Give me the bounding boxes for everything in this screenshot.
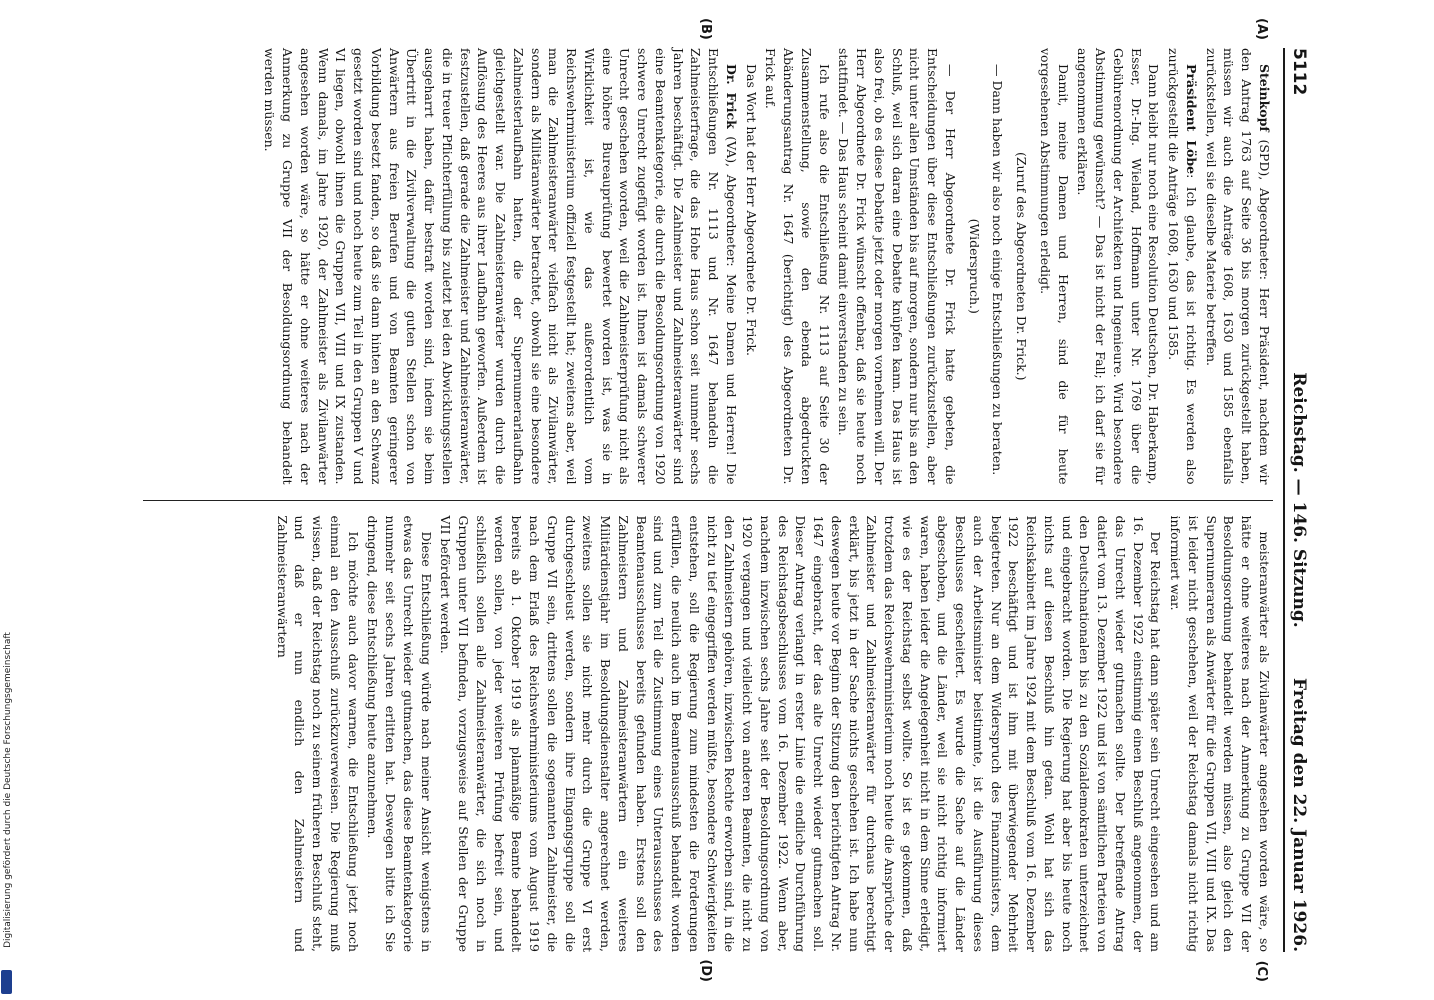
paragraph-text: meisteranwärter als Zivilanwärter angesehen worden wäre, so hätte er ohne weiteres nach der Anmerkung zu Gruppe VII der Besoldungsordnung behandelt werden müssen, also gleich den Supernumeraren als Anwärter für die Gruppen VII, VIII und IX. Das ist leider nicht geschehen, weil der Reichstag damals nicht richtig informiert war. [1168,515,1272,952]
paragraph [273,516,362,953]
paragraph-text: (Widerspruch.) [966,218,982,314]
paragraph [1074,48,1163,485]
rotated-document-page [97,0,1337,1000]
paragraph [1036,48,1072,485]
funding-note [1,590,14,990]
session-title: Reichstag. — 146. Sitzung. [1289,372,1309,628]
interjection [965,48,983,485]
paragraph [989,48,1007,485]
speech-paragraph [261,48,740,485]
paragraph-text: Der Reichstag hat dann später sein Unrecht eingesehen und am 16. Dezember 1922 einstimmig einen Beschluß angenommen, der das Unrecht wieder gutmachen sollte. Der betreffende Antrag datiert vom 13. Dezember 1922 und ist von sämtlichen Parteien von den Deutschnationalen bis zu den Sozialdemokraten unterzeichnet und eingebracht worden. Die Regierung hat aber bis heute noch nichts auf diesen Beschluß hin getan. Wohl hat sich das Reichskabinett im Jahre 1924 mit dem Beschluß vom 16. Dezember 1922 beschäftigt und ist ihm mit überwiegender Mehrheit beigetreten. Nur an dem Widerspruch des Finanzministers, dem auch der Arbeitsminister beistimmte, ist die Ausführung dieses Beschlusses gescheitert. Es wurde die Sache auf die Länder abgeschoben, und die Länder, weil sie nicht richtig informiert waren, haben leider die Angelegenheit nicht in dem Sinne erledigt, wie es der Reichstag selbst wollte. So ist es gekommen, daß trotzdem das Reichswehrministerium noch heute die Ansprüche der Zahlmeister und Zahlmeisteranwärter für durchaus berechtigt erklärt, bis jetzt in der Sache nichts geschehen ist. Ich habe nun deswegen heute vor Beginn der Sitzung den berichtigten Antrag Nr. 1647 eingebracht, der das alte Unrecht wieder gutmachen soll. Dieser Antrag verlangt in erster Linie die endliche Durchführung des Reichstagsbeschlusses vom 16. Dezember 1922. Wenn aber, nachdem inzwischen sechs Jahre seit der Besoldungsordnung von 1920 vergangen und vielleicht von anderen Beamten, die nicht zu den Zahlmeistern gehören, inzwischen Rechte erworben sind, in die nicht zu tief eingegriffen werden müßte, besondere Schwierigkeiten entstehen, soll die Regierung zum mindesten die Forderungen erfüllen, die neulich auch im Beamtenausschuß behandelt worden sind und zum Teil die Zustimmung eines Unterausschusses des Beamtenausschusses bereits gefunden haben. Erstens soll den Zahlmeistern und Zahlmeisteranwärtern ein weiteres Militärdienstjahr im Besoldungsdienstalter angerechnet werden, zweitens sollen sie nicht mehr durch die Gruppe VI erst durchgeschleust werden, sondern ihre Eingangsgruppe soll die Gruppe VII sein, drittens sollen die sogenannten Zahlmeister, die nach dem Erlaß des Reichswehrministeriums vom August 1919 bereits ab 1. Oktober 1919 als planmäßige Beamte behandelt werden sollen, von jeder weiteren Prüfung befreit sein, und schließlich sollen alle Zahlmeisteranwärter, die sich noch in Gruppen unter VII befinden, vorzugsweise auf Stellen der Gruppe VII befördert werden. [438,515,1164,952]
paragraph-text: Damit, meine Damen und Herren, sind die für heute vorgesehenen Abstimmungen erledigt. [1038,48,1071,485]
session-date: Freitag den 22. Januar 1926. [1289,677,1309,952]
paragraph-text: (SPD), Abgeordneter: Herr Präsident, nachdem wir den Antrag 1763 auf Seite 36 bis morgen zurückgestellt haben, müssen wir auch die Anträge 1608, 1630 und 1585 ebenfalls zurückstellen, weil sie dieselbe Materie betreffen. [1203,48,1272,485]
paragraph-text: — Der Herr Abgeordnete Dr. Frick hatte gebeten, die Entscheidungen über diese Entschließungen zurückzustellen, aber nicht unter allen Umständen bis auf morgen, sondern nur bis an den Schluß, weil sich daran eine Debatte knüpfen kann. Das Haus ist also frei, ob es diese Debatte jetzt oder morgen vornehmen will. Der Herr Abgeordnete Dr. Frick wünscht offenbar, daß sie heute noch stattfindet. — Das Haus scheint damit einverstanden zu sein. [836,48,958,485]
margin-marker-c: (C) [1254,960,1269,982]
text-columns [143,18,1273,982]
left-column [143,18,1273,485]
margin-marker-a: (A) [1254,18,1269,40]
margin-marker-d: (D) [698,959,713,982]
paragraph [835,48,959,485]
funding-note-text: Digitalisierung gefördert durch die Deutsche Forschungsgemeinschaft [2,632,13,948]
speech-paragraph [1165,48,1201,485]
paragraph-text: Dann bleibt nur noch eine Resolution Deutschen, Dr. Haberkamp, Esser, Dr.-Ing. Wieland, Hoffmann unter Nr. 1769 über die Gebührenordnung der Architekten und Ingenieure. Wird besondere Abstimmung gewünscht? — Das ist nicht der Fall; ich darf sie für angenommen erklären. [1075,48,1162,485]
paragraph [762,48,833,485]
paragraph-text: — Dann haben wir also noch einige Entschließungen zu beraten. [990,64,1006,476]
paragraph [742,48,760,485]
paragraph [1167,516,1274,953]
margin-marker-b: (B) [698,18,713,40]
paragraph [437,516,1165,953]
paragraph-text: (VA), Abgeordneter: Meine Damen und Herren! Die Entschließungen Nr. 1113 und Nr. 1647 behandeln die Zahlmeisterfrage, die das Hohe Haus schon seit nunmehr sechs Jahren beschäftigt. Die Zahlmeister und Zahlmeisteranwärter sind eine Beamtenkategorie, die durch die Besoldungsordnung von 1920 schwere Unrecht zugefügt worden ist. Ihnen ist damals schwerer Unrecht geschehen worden, weil die Zahlmeisterprüfung nicht als eine höhere Bureauprüfung bewertet worden ist, was sie in Wirklichkeit ist, wie das außerordentlich vom Reichswehrministerium offiziell festgestellt hat; zweitens aber, weil man die Zahlmeisteranwärter vielfach nicht als Zivilanwärter, sondern als Militäranwärter betrachtet, obwohl sie eine besondere Zahlmeisterlaufbahn hatten, die der Supernumerarlaufbahn gleichgestellt war. Die Zahlmeisteranwärter wurden durch die Auflösung des Heeres aus ihrer Laufbahn geworfen. Außerdem ist festzustellen, daß gerade die Zahlmeister und Zahlmeisteranwärter, die in treuer Pflichterfüllung bis zuletzt bei den Abwicklungsstellen ausgeharrt haben, dafür bestraft worden sind, indem sie beim Übertritt in die Zivilverwaltung die guten Stellen schon von Anwärtern aus freien Berufen und von Beamten geringerer Vorbildung besetzt fanden, so daß sie dann hinten an den Schwanz gesetzt worden sind und noch heute zum Teil in den Gruppen V und VI liegen, obwohl ihnen die Gruppen VII, VIII und IX zustanden. Wenn damals, im Jahre 1920, der Zahlmeister als Zivilanwärter angesehen worden wäre, so hätte er ohne weiteres nach der Anmerkung zu Gruppe VII der Besoldungsordnung behandelt werden müssen. [262,48,739,485]
paragraph-text: Das Wort hat der Herr Abgeordnete Dr. Frick. [743,64,759,356]
speaker-name: Steinkopf [1257,64,1272,132]
interjection [1013,48,1031,485]
dfg-logo-icon [1,970,12,994]
paragraph-text: Ich rufe also die Entschließung Nr. 1113 auf Seite 30 der Zusammenstellung, sowie den ebenda abgedruckten Abänderungsantrag Nr. 1647 (berichtigt) des Abgeordneten Dr. Frick auf. [763,48,832,485]
right-column [143,515,1273,982]
speaker-name: Präsident Löbe [1184,64,1199,175]
paragraph [364,516,435,953]
page-header [1283,48,1309,952]
paragraph-text: Diese Entschließung würde nach meiner Ansicht wenigstens in etwas das Unrecht wieder gutmachen, das diese Beamtenkategorie nunmehr seit sechs Jahren erlitten hat. Deswegen bitte ich Sie dringend, diese Entschließung heute anzunehmen. [365,515,434,952]
speech-paragraph [1202,48,1273,485]
page-number: 5112 [1289,48,1309,96]
paragraph-text: Ich möchte auch davor warnen, die Entschließung jetzt noch einmal an den Ausschuß zurückzuverweisen. Die Regierung muß wissen, daß der Reichstag noch zu seinem früheren Beschluß steht, und daß er nun endlich den Zahlmeistern und Zahlmeisteranwärtern [274,515,361,952]
speaker-name: Dr. Frick [724,64,739,129]
paragraph-text: : Ich glaube, das ist richtig. Es werden also zurückgestellt die Anträge 1608, 1630 und 1585. [1166,48,1199,485]
paragraph-text: (Zuruf des Abgeordneten Dr. Frick.) [1014,152,1030,381]
column-divider [143,500,1273,501]
